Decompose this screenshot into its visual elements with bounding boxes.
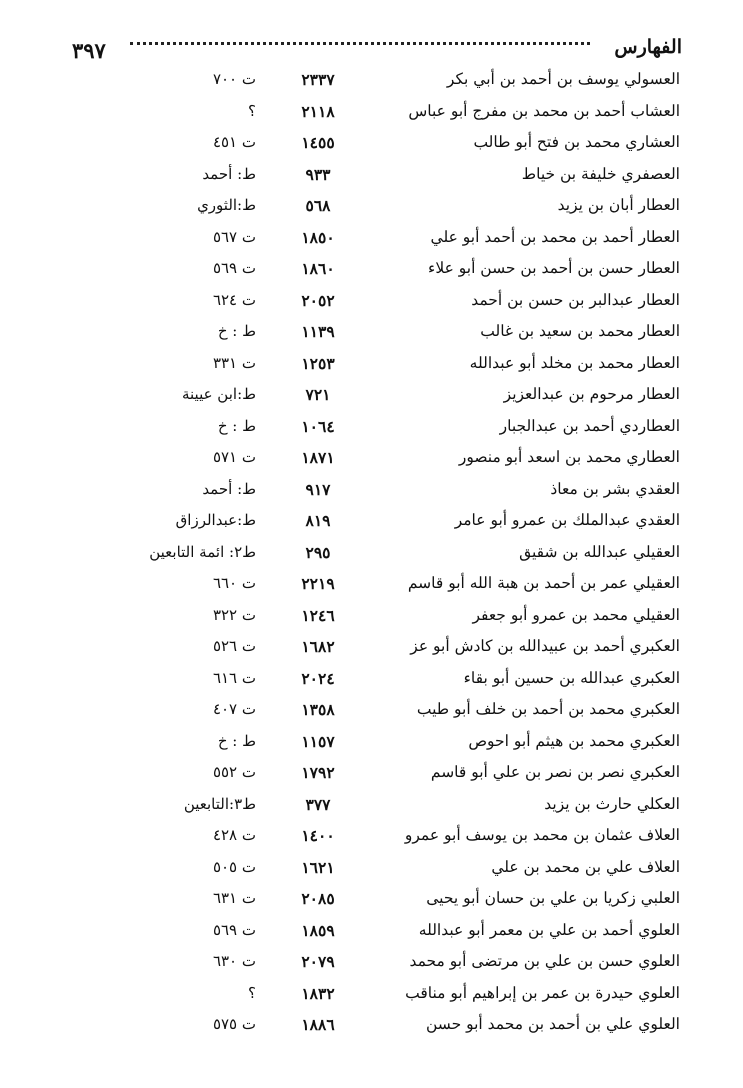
entry-note: ت ٦٣٠ <box>212 952 256 970</box>
entry-note: ت ٥٧١ <box>212 448 256 466</box>
entry-number: ٥٦٨ <box>305 196 331 215</box>
entry-note: ؟ <box>248 101 256 120</box>
entry-name: العطاردي أحمد بن عبدالجبار <box>499 416 680 435</box>
entry-name: العسولي يوسف بن أحمد بن أبي بكر <box>446 70 680 88</box>
entry-name: العطار حسن بن أحمد بن حسن أبو علاء <box>428 259 680 277</box>
entry-name: العطار أبان بن يزيد <box>557 196 680 214</box>
entry-note: ط: أحمد <box>202 479 256 498</box>
entry-number: ١٠٦٤ <box>301 416 335 436</box>
section-title: الفهارس <box>614 36 682 58</box>
index-entry-row <box>0 917 743 949</box>
entry-number: ٢٣٣٧ <box>301 70 335 89</box>
entry-number: ٩١٧ <box>305 479 331 499</box>
entry-note: ط٣:التابعين <box>183 794 256 813</box>
index-entry-row <box>0 224 743 256</box>
entry-name: العلوي علي بن أحمد بن محمد أبو حسن <box>425 1015 680 1033</box>
index-entry-row <box>0 728 743 760</box>
index-entry-row <box>0 287 743 319</box>
entry-note: ؟ <box>248 983 256 1002</box>
index-entry-row <box>0 885 743 917</box>
entry-name: العلوي حيدرة بن عمر بن إبراهيم أبو مناقب <box>405 983 680 1002</box>
index-entry-row <box>0 192 743 224</box>
index-entry-row <box>0 161 743 193</box>
entry-note: ت ٥٦٩ <box>212 920 256 939</box>
entry-name: العطار محمد بن مخلد أبو عبدالله <box>469 353 680 372</box>
index-entry-row <box>0 665 743 697</box>
entry-note: ط : خ <box>217 322 256 340</box>
entry-note: ت ٥٦٧ <box>212 227 256 246</box>
entry-number: ١٨٦٠ <box>301 259 335 278</box>
entry-note: ط:عبدالرزاق <box>175 511 256 529</box>
entry-number: ١٢٥٣ <box>301 353 335 373</box>
entry-number: ٣٧٧ <box>305 794 331 814</box>
entry-note: ت ٥٥٢ <box>212 763 256 781</box>
entry-name: العكبري نصر بن نصر بن علي أبو قاسم <box>430 763 680 781</box>
entry-number: ١٨٣٢ <box>301 983 335 1003</box>
entry-number: ٢١١٨ <box>301 101 335 121</box>
index-entry-row <box>0 854 743 886</box>
index-entry-row <box>0 129 743 161</box>
entry-name: العطار مرحوم بن عبدالعزيز <box>503 385 680 403</box>
index-entry-row <box>0 507 743 539</box>
index-entry-row <box>0 759 743 791</box>
entry-number: ١٦٢١ <box>301 857 335 877</box>
entry-name: العكبري عبدالله بن حسين أبو بقاء <box>463 668 680 687</box>
entry-number: ١٨٧١ <box>301 448 335 467</box>
index-entry-row <box>0 444 743 476</box>
entry-name: العكبري أحمد بن عبيدالله بن كادش أبو عز <box>410 637 680 655</box>
entry-number: ١٨٨٦ <box>301 1015 335 1034</box>
entry-note: ط: أحمد <box>202 164 256 183</box>
index-entry-row <box>0 539 743 571</box>
entry-note: ط:ابن عيينة <box>181 385 256 403</box>
index-entry-row <box>0 570 743 602</box>
page-number: ٣٩٧ <box>72 38 106 63</box>
entry-note: ت ٦٦٠ <box>212 574 256 592</box>
entry-name: العقيلي عمر بن أحمد بن هبة الله أبو قاسم <box>407 574 680 592</box>
entry-note: ت ٤٥١ <box>212 133 256 151</box>
entry-note: ط : خ <box>217 416 256 435</box>
index-entry-row <box>0 633 743 665</box>
entry-number: ٧٢١ <box>305 385 331 404</box>
entry-number: ١٤٥٥ <box>301 133 335 152</box>
dotted-leader <box>130 42 590 45</box>
entry-name: العطار أحمد بن محمد بن أحمد أبو علي <box>430 227 680 246</box>
entry-number: ١٢٤٦ <box>301 605 335 625</box>
index-entry-row <box>0 980 743 1012</box>
index-entry-row <box>0 822 743 854</box>
entry-number: ٢٠٢٤ <box>301 668 335 688</box>
entry-note: ت ٦١٦ <box>212 668 256 687</box>
entry-name: العطاري محمد بن اسعد أبو منصور <box>458 448 680 466</box>
entry-note: ت ٦٣١ <box>212 889 256 907</box>
entry-number: ٢٠٥٢ <box>301 290 335 310</box>
entry-note: ت ٥٠٥ <box>212 857 256 876</box>
entry-number: ٩٣٣ <box>305 164 331 184</box>
entry-note: ت ٤٢٨ <box>212 826 256 844</box>
index-entry-row <box>0 381 743 413</box>
entry-name: العكبري محمد بن هيثم أبو احوص <box>468 731 680 750</box>
entry-note: ت ٥٢٦ <box>212 637 256 655</box>
entry-name: العكلي حارث بن يزيد <box>544 794 680 813</box>
entry-note: ت ٣٣١ <box>212 353 256 372</box>
entry-number: ٢٠٧٩ <box>301 952 335 971</box>
entry-number: ١٤٠٠ <box>301 826 335 845</box>
entry-note: ط:الثوري <box>197 196 256 214</box>
entry-name: العشاب أحمد بن محمد بن مفرج أبو عباس <box>408 101 680 120</box>
index-entry-row <box>0 791 743 823</box>
entry-name: العقدي بشر بن معاذ <box>550 479 680 498</box>
entry-note: ت ٤٠٧ <box>212 700 256 718</box>
entry-number: ١١٥٧ <box>301 731 335 751</box>
entry-note: ت ٣٢٢ <box>212 605 256 624</box>
entry-name: العلاف عثمان بن محمد بن يوسف أبو عمرو <box>404 826 680 844</box>
entry-name: العلبي زكريا بن علي بن حسان أبو يحيى <box>426 889 680 907</box>
entry-note: ت ٧٠٠ <box>212 70 256 88</box>
entry-number: ١٣٥٨ <box>301 700 335 719</box>
entry-name: العطار عبدالبر بن حسن بن أحمد <box>471 290 680 309</box>
index-entries <box>0 66 743 1043</box>
index-entry-row <box>0 318 743 350</box>
index-entry-row <box>0 413 743 445</box>
index-entry-row <box>0 696 743 728</box>
entry-number: ٢٢١٩ <box>301 574 335 593</box>
entry-name: العلاف علي بن محمد بن علي <box>491 857 680 876</box>
entry-number: ٢٩٥ <box>305 542 331 562</box>
index-entry-row <box>0 948 743 980</box>
index-entry-row <box>0 476 743 508</box>
entry-note: ط٢: ائمة التابعين <box>149 542 256 561</box>
entry-note: ت ٥٦٩ <box>212 259 256 277</box>
index-entry-row <box>0 1011 743 1043</box>
entry-number: ١٦٨٢ <box>301 637 335 656</box>
entry-note: ت ٥٧٥ <box>212 1015 256 1033</box>
entry-number: ١٧٩٢ <box>301 763 335 782</box>
entry-name: العلوي حسن بن علي بن مرتضى أبو محمد <box>409 952 680 970</box>
page-header <box>72 34 682 64</box>
index-entry-row <box>0 255 743 287</box>
entry-name: العطار محمد بن سعيد بن غالب <box>480 322 680 340</box>
entry-name: العشاري محمد بن فتح أبو طالب <box>473 133 680 151</box>
entry-number: ٢٠٨٥ <box>301 889 335 908</box>
entry-note: ت ٦٢٤ <box>212 290 256 309</box>
entry-number: ١٨٥٩ <box>301 920 335 940</box>
entry-number: ١١٣٩ <box>301 322 335 341</box>
entry-note: ط : خ <box>217 731 256 750</box>
entry-number: ١٨٥٠ <box>301 227 335 247</box>
entry-name: العصفري خليفة بن خياط <box>521 164 680 183</box>
index-entry-row <box>0 602 743 634</box>
entry-name: العقيلي محمد بن عمرو أبو جعفر <box>472 605 680 624</box>
entry-name: العلوي أحمد بن علي بن معمر أبو عبدالله <box>418 920 680 939</box>
entry-name: العكبري محمد بن أحمد بن خلف أبو طيب <box>416 700 680 718</box>
entry-name: العقيلي عبدالله بن شقيق <box>519 542 680 561</box>
index-entry-row <box>0 350 743 382</box>
entry-number: ٨١٩ <box>305 511 331 530</box>
index-entry-row <box>0 66 743 98</box>
index-entry-row <box>0 98 743 130</box>
entry-name: العقدي عبدالملك بن عمرو أبو عامر <box>454 511 680 529</box>
